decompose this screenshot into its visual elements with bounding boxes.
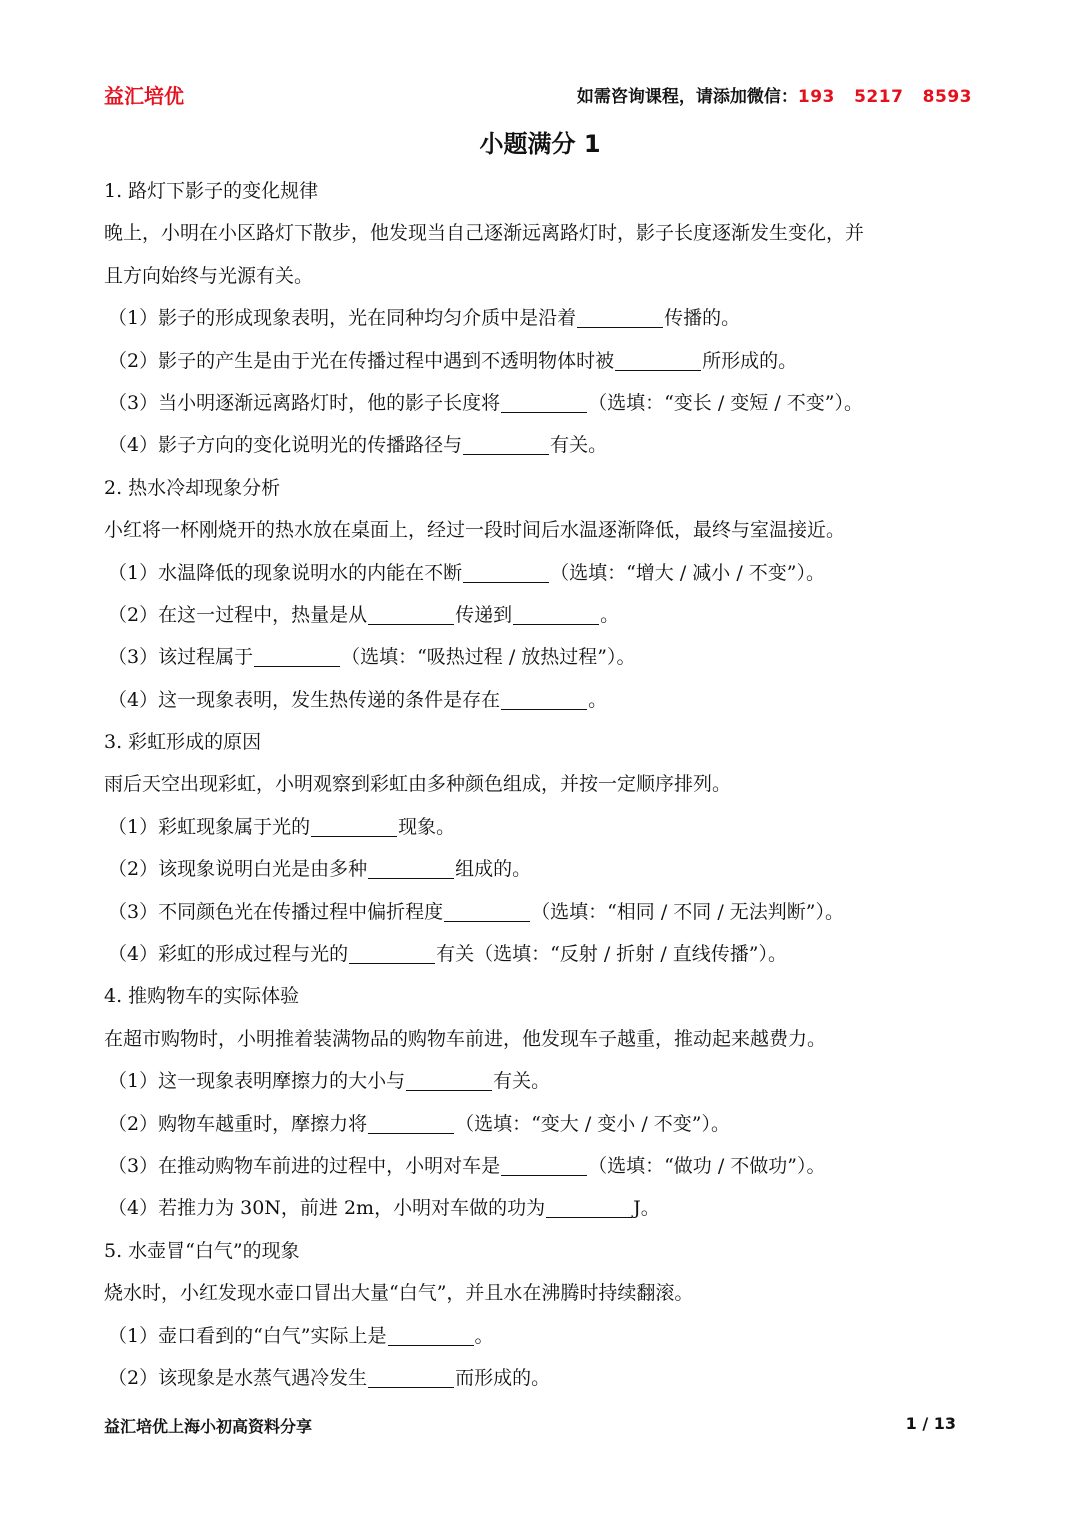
question-text bbox=[104, 255, 984, 297]
brand-name: 益汇培优 bbox=[104, 84, 184, 108]
question-text bbox=[104, 763, 984, 805]
phone-number: 193 5217 8593 bbox=[797, 87, 972, 107]
contact-info bbox=[577, 82, 972, 107]
sub-question bbox=[104, 679, 984, 721]
line-text: 。 bbox=[588, 688, 608, 711]
line-text: 且方向始终与光源有关。 bbox=[104, 264, 314, 287]
line-text: 晚上，小明在小区路灯下散步，他发现当自己逐渐远离路灯时，影子长度逐渐发生变化，并 bbox=[104, 222, 865, 245]
answer-blank[interactable] bbox=[388, 1325, 474, 1346]
line-text: 有关（选填：“反射 / 折射 / 直线传播”）。 bbox=[436, 943, 787, 966]
sub-question bbox=[104, 933, 984, 975]
question-heading bbox=[104, 975, 984, 1017]
line-text: （选填：“变长 / 变短 / 不变”）。 bbox=[588, 391, 863, 414]
line-text: （2）该现象是水蒸气遇冷发生 bbox=[108, 1366, 368, 1389]
sub-question bbox=[104, 1315, 984, 1357]
question-heading bbox=[104, 467, 984, 509]
answer-blank[interactable] bbox=[311, 816, 397, 837]
line-text: （4）影子方向的变化说明光的传播路径与 bbox=[108, 434, 463, 457]
line-text: （2）在这一过程中，热量是从 bbox=[108, 603, 368, 626]
line-text: 小红将一杯刚烧开的热水放在桌面上，经过一段时间后水温逐渐降低，最终与室温接近。 bbox=[104, 519, 846, 542]
line-text: （4）若推力为 30N，前进 2m，小明对车做的功为 bbox=[108, 1197, 546, 1220]
question-text bbox=[104, 212, 984, 254]
sub-question bbox=[104, 636, 984, 678]
sub-question bbox=[104, 340, 984, 382]
line-text: 现象。 bbox=[398, 815, 456, 838]
line-text: （1）影子的形成现象表明，光在同种均匀介质中是沿着 bbox=[108, 307, 577, 330]
page-header bbox=[104, 80, 972, 110]
answer-blank[interactable] bbox=[368, 1367, 454, 1388]
question-content bbox=[104, 170, 984, 1399]
sub-question bbox=[104, 552, 984, 594]
sub-question bbox=[104, 382, 984, 424]
answer-blank[interactable] bbox=[501, 1155, 587, 1176]
line-text: 1. 路灯下影子的变化规律 bbox=[104, 180, 319, 202]
answer-blank[interactable] bbox=[501, 689, 587, 710]
sub-question bbox=[104, 806, 984, 848]
line-text: （4）这一现象表明，发生热传递的条件是存在 bbox=[108, 688, 501, 711]
sub-question bbox=[104, 1103, 984, 1145]
line-text: 传递到 bbox=[455, 603, 513, 626]
line-text: （选填：“变大 / 变小 / 不变”）。 bbox=[455, 1112, 730, 1135]
line-text: （选填：“相同 / 不同 / 无法判断”）。 bbox=[531, 900, 844, 923]
sub-question bbox=[104, 1060, 984, 1102]
line-text: 而形成的。 bbox=[455, 1366, 551, 1389]
answer-blank[interactable] bbox=[349, 943, 435, 964]
line-text: 组成的。 bbox=[455, 858, 532, 881]
sub-question bbox=[104, 891, 984, 933]
line-text: （4）彩虹的形成过程与光的 bbox=[108, 943, 349, 966]
answer-blank[interactable] bbox=[368, 858, 454, 879]
line-text: 。 bbox=[600, 603, 620, 626]
line-text: 。 bbox=[474, 1324, 494, 1347]
sub-question bbox=[104, 1145, 984, 1187]
answer-blank[interactable] bbox=[463, 562, 549, 583]
page-title: 小题满分 1 bbox=[479, 130, 601, 158]
sub-question bbox=[104, 1187, 984, 1229]
line-text: J。 bbox=[633, 1197, 660, 1220]
footer-source: 益汇培优上海小初高资料分享 bbox=[104, 1417, 313, 1436]
line-text: （3）在推动购物车前进的过程中，小明对车是 bbox=[108, 1154, 501, 1177]
sub-question bbox=[104, 1357, 984, 1399]
answer-blank[interactable] bbox=[444, 901, 530, 922]
answer-blank[interactable] bbox=[546, 1197, 632, 1218]
sub-question bbox=[104, 424, 984, 466]
page-footer bbox=[104, 1414, 956, 1438]
answer-blank[interactable] bbox=[577, 307, 663, 328]
contact-prefix: 如需咨询课程，请添加微信： bbox=[576, 87, 798, 107]
question-text bbox=[104, 509, 984, 551]
line-text: 传播的。 bbox=[664, 307, 741, 330]
answer-blank[interactable] bbox=[513, 604, 599, 625]
line-text: （3）不同颜色光在传播过程中偏折程度 bbox=[108, 900, 444, 923]
line-text: 4. 推购物车的实际体验 bbox=[104, 985, 300, 1008]
line-text: 3. 彩虹形成的原因 bbox=[104, 731, 262, 754]
sub-question bbox=[104, 848, 984, 890]
line-text: （2）影子的产生是由于光在传播过程中遇到不透明物体时被 bbox=[108, 349, 615, 372]
line-text: 5. 水壶冒“白气”的现象 bbox=[104, 1239, 300, 1262]
question-text bbox=[104, 1018, 984, 1060]
answer-blank[interactable] bbox=[463, 434, 549, 455]
line-text: （选填：“做功 / 不做功”）。 bbox=[588, 1154, 826, 1177]
page-number: 1 / 13 bbox=[905, 1414, 956, 1433]
line-text: （选填：“增大 / 减小 / 不变”）。 bbox=[550, 561, 825, 584]
line-text: 在超市购物时，小明推着装满物品的购物车前进，他发现车子越重，推动起来越费力。 bbox=[104, 1027, 827, 1050]
question-text bbox=[104, 1272, 984, 1314]
line-text: 烧水时，小红发现水壶口冒出大量“白气”，并且水在沸腾时持续翻滚。 bbox=[104, 1282, 694, 1305]
line-text: （3）该过程属于 bbox=[108, 646, 254, 669]
question-heading bbox=[104, 1230, 984, 1272]
line-text: 有关。 bbox=[550, 434, 608, 457]
line-text: 2. 热水冷却现象分析 bbox=[104, 476, 281, 499]
line-text: 所形成的。 bbox=[702, 349, 798, 372]
line-text: （1）壶口看到的“白气”实际上是 bbox=[108, 1324, 387, 1347]
sub-question bbox=[104, 594, 984, 636]
line-text: （3）当小明逐渐远离路灯时，他的影子长度将 bbox=[108, 391, 501, 414]
line-text: （1）彩虹现象属于光的 bbox=[108, 815, 311, 838]
line-text: （1）水温降低的现象说明水的内能在不断 bbox=[108, 561, 463, 584]
sub-question bbox=[104, 297, 984, 339]
line-text: （选填：“吸热过程 / 放热过程”）。 bbox=[341, 646, 636, 669]
question-heading bbox=[104, 721, 984, 763]
line-text: （2）该现象说明白光是由多种 bbox=[108, 858, 368, 881]
answer-blank[interactable] bbox=[254, 646, 340, 667]
question-heading bbox=[104, 170, 984, 212]
line-text: （1）这一现象表明摩擦力的大小与 bbox=[108, 1070, 406, 1093]
line-text: 有关。 bbox=[493, 1070, 551, 1093]
line-text: 雨后天空出现彩虹，小明观察到彩虹由多种颜色组成，并按一定顺序排列。 bbox=[104, 773, 732, 796]
answer-blank[interactable] bbox=[406, 1070, 492, 1091]
answer-blank[interactable] bbox=[368, 604, 454, 625]
line-text: （2）购物车越重时，摩擦力将 bbox=[108, 1112, 368, 1135]
answer-blank[interactable] bbox=[368, 1113, 454, 1134]
answer-blank[interactable] bbox=[615, 350, 701, 371]
answer-blank[interactable] bbox=[501, 392, 587, 413]
